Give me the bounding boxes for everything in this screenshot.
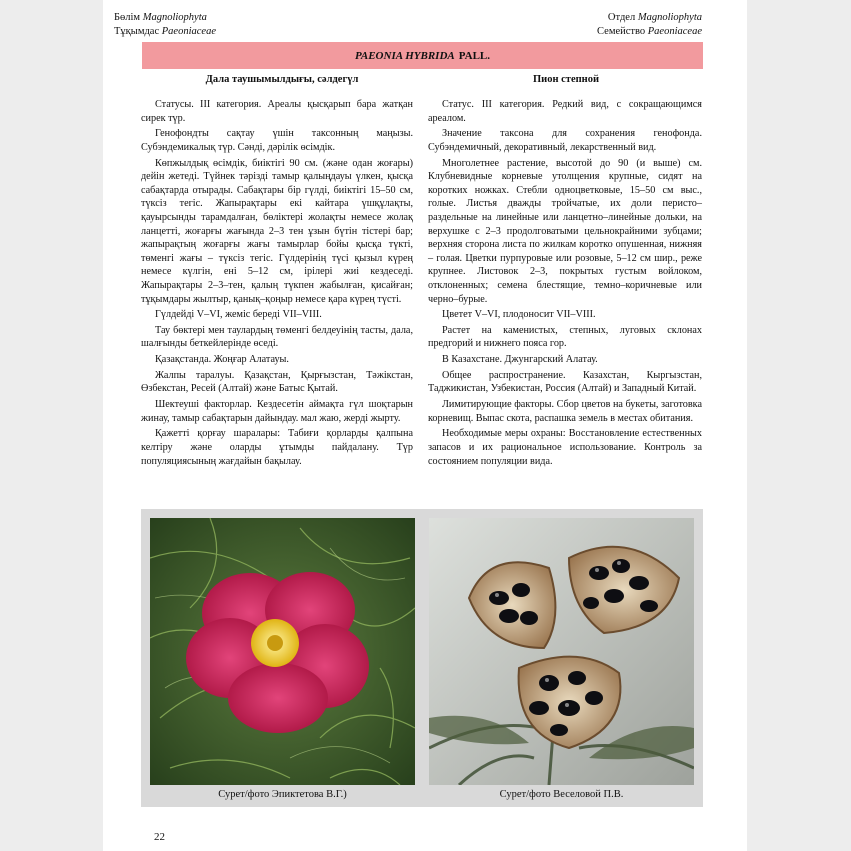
paragraph: Необходимые меры охраны: Восстановление естественных запасов и их рациональное использование. Контроль за состоянием популяции вида. [428,428,702,467]
paragraph: Генофондты сақтау үшін таксонның маңызы. Субэндемикалық түр. Сәнді, дәрілік өсімдік. [141,128,413,153]
header-right [597,11,702,39]
document-page [103,0,747,851]
paragraph: В Казахстане. Джунгарский Алатау. [442,354,598,366]
left-column-text [141,98,413,470]
seed-pod-photo [429,518,694,785]
left-column-title: Дала таушымылдығы, сәлдегүл [205,74,359,85]
paragraph: Тау бөктері мен таулардың төменгі белдеуінің тасты, дала, шалғынды беткейлерінде өседі. [141,324,413,350]
header-left [114,11,216,39]
species-author: PALL. [458,49,491,62]
species-name: PAEONIA HYBRIDA [354,49,455,62]
right-column-text [428,98,702,470]
paragraph: Қажетті қорғау шаралары: Табиғи қорларды қалпына келтіру және оларды ұтымды пайдалану. Түр популяциясының жағдайын бақылау. [141,428,413,467]
photo-caption-left: Сурет/фото Эпиктетова В.Г.) [218,789,347,800]
header-family-ru: Семейство Paeoniaceae [597,26,702,37]
paragraph: Растет на каменистых, степных, луговых склонах предгорий и нижнего пояса гор. [428,324,702,350]
peony-seed-pod-image [429,518,694,785]
paragraph: Гүлдейді V–VI, жеміс береді VII–VIII. [155,309,322,321]
photo-caption-right: Сурет/фото Веселовой П.В. [499,789,624,800]
paragraph: Көпжылдық өсімдік, биіктігі 90 см. (және одан жоғары) дейін жетеді. Түйнек тәрізді тамыр қалыңдауы үлкен, қысқа сабақтарда отырады. Сабақтары бір гүлді, биіктігі 15–50 см, түксіз тегіс. Жапырақтары екі кайтара үшқұлақты, қауырсынды тарамдалған, бөліктері жолақты немесе жолақ ланцетті, жоғарғы жағында 2–3 тен ұзын бүтін тістері бар; жапырақтың жоғарғы жағы тамырлар бойы қысқа түкті, төменгі жағы – түксіз тегіс. Гүлдерінің түсі қызыл күрең немесе күлгін, ені 5–12 см, ірілері жиі кездеседі. Жапырақтары 2–3–тен, қалың түкпен жабылған, қисайған; тұқымдары жылтыр, қанық–қоңыр немесе қара күрең түсті. [141,157,413,305]
right-column-title: Пион степной [532,74,600,85]
header-division-ru: Отдел Magnoliophyta [607,12,702,23]
page-number: 22 [154,831,165,843]
paragraph: Общее распространение. Казахстан, Кыргызстан, Таджикистан, Узбекистан, Россия (Алтай) и Западный Китай. [428,369,702,395]
header-division: Бөлім Magnoliophyta [114,12,207,23]
paragraph: Значение таксона для сохранения генофонда. Субэндемичный, декоративный, лекарственный вид. [428,128,702,153]
paragraph: Жалпы таралуы. Қазақстан, Қырғызстан, Тәжікстан, Өзбекстан, Ресей (Алтай) және Батыс Қытай. [141,369,413,395]
species-title-band [142,42,703,69]
photo-panel [141,509,703,807]
paragraph: Қазақстанда. Жоңғар Алатауы. [155,354,289,366]
peony-flower-image [150,518,415,785]
flower-photo [150,518,415,785]
paragraph: Многолетнее растение, высотой до 90 (и выше) см. Клубневидные корневые утолщения крупные, сидят на коротких ножках. Стебли одноцветковые, 15–50 см выс., голые. Листья дважды тройчатые, их доли перисто–раздельные на линейные или ланцетно–линейные дольки, на верхушке с 2–3 продолговатыми цельнокрайними зубцами; верхняя сторона листа по жилкам коротко опушенная, нижняя – голая. Цветки пурпуровые или розовые, 5–12 см шир., реже крупнее. Листовок 2–3, покрытых густым войлоком, отклоненных; семена блестящие, темно–коричневые или черно–бурые. [428,157,702,305]
paragraph: Статус. III категория. Редкий вид, с сокращающимся ареалом. [428,99,702,124]
paragraph: Цветет V–VI, плодоносит VII–VIII. [442,309,596,321]
paragraph: Лимитирующие факторы. Сбор цветов на букеты, заготовка корневищ. Выпас скота, распашка земель в местах обитания. [428,399,702,424]
paragraph: Шектеуші факторлар. Кездесетін аймақта гүл шоқтарын жинау, тамыр сабақтарын дайындау. мал жаю, жерді жырту. [141,399,413,424]
header-family: Тұқымдас Paeoniaceae [114,26,216,37]
paragraph: Статусы. III категория. Ареалы қысқарып бара жатқан сирек түр. [141,99,413,124]
